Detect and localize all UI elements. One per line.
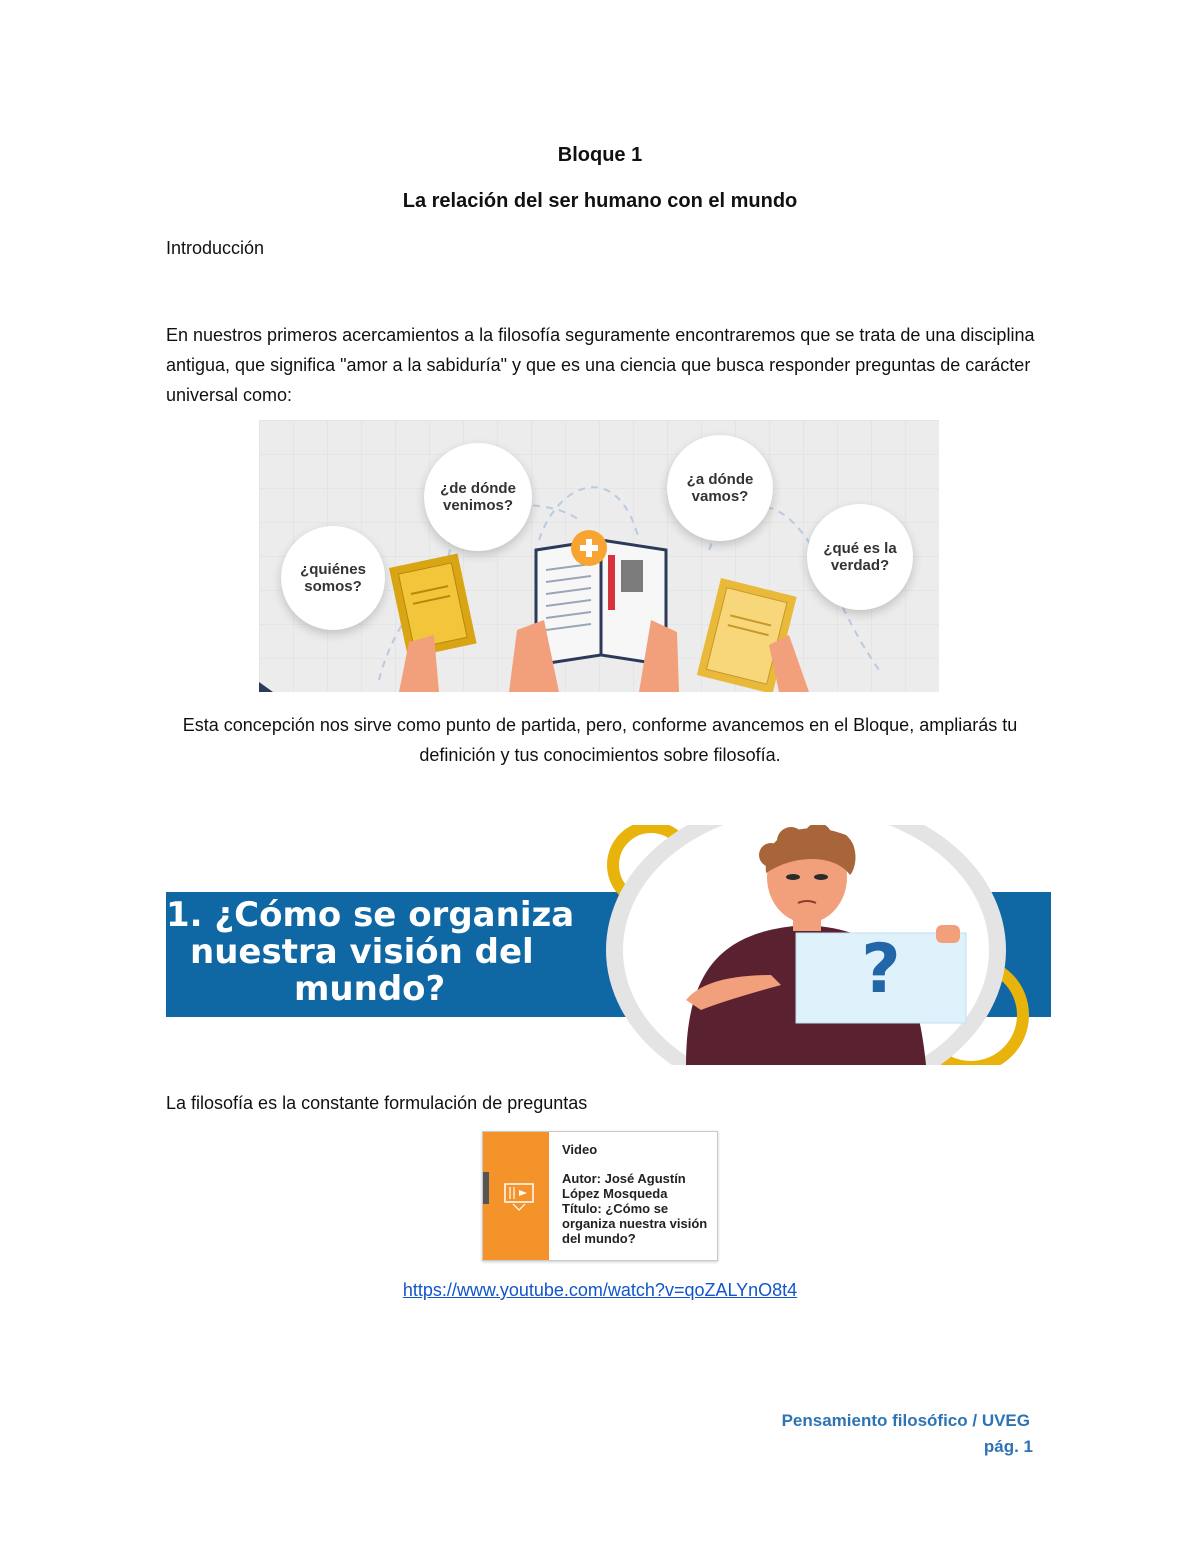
banner-heading [166, 897, 606, 1008]
page-title: Bloque 1 [557, 144, 643, 166]
philosophy-statement: La filosofía es la constante formulación de preguntas [166, 1093, 588, 1113]
intro-label: Introducción [166, 238, 265, 258]
video-card[interactable] [482, 1131, 718, 1261]
bubble-de-donde-venimos: ¿de dónde venimos? [424, 443, 532, 551]
banner-line-3: mundo? [294, 969, 446, 1009]
bubble-quienes-somos: ¿quiénes somos? [281, 526, 385, 630]
video-play-icon [483, 1132, 549, 1260]
banner-line-2: nuestra visión del [190, 932, 534, 972]
video-link[interactable]: https://www.youtube.com/watch?v=qoZALYnO8t4 [402, 1280, 798, 1300]
banner-line-1: 1. ¿Cómo se organiza [166, 895, 575, 935]
video-card-author: Autor: José Agustín López Mosqueda [562, 1171, 686, 1201]
conception-paragraph: Esta concepción nos sirve como punto de partida, pero, conforme avancemos en el Bloque, ampliarás tu definición y tus conocimientos sobre filosofía. [182, 715, 1018, 765]
philosophy-questions-illustration [259, 420, 939, 692]
video-card-title: Título: ¿Cómo se organiza nuestra visión del mundo? [562, 1201, 708, 1246]
open-book [536, 530, 666, 665]
video-card-text [562, 1142, 712, 1246]
question-mark-icon: ? [861, 930, 901, 1009]
page-subtitle: La relación del ser humano con el mundo [402, 190, 798, 212]
intro-paragraph: En nuestros primeros acercamientos a la filosofía seguramente encontraremos que se trata de una disciplina antigua, que significa "amor a la sabiduría" y que es una ciencia que busca responder preguntas de carácter universal como: [166, 325, 1035, 405]
bubble-a-donde-vamos: ¿a dónde vamos? [667, 435, 773, 541]
footer-course: Pensamiento filosófico / UVEG [781, 1411, 1030, 1430]
bubble-que-es-la-verdad: ¿qué es la verdad? [807, 504, 913, 610]
section-banner [166, 825, 1051, 1065]
video-card-sidebar [483, 1132, 549, 1260]
footer-page-number: pág. 1 [983, 1437, 1033, 1456]
video-card-heading: Video [562, 1142, 598, 1157]
video-link-container [0, 1280, 1200, 1301]
